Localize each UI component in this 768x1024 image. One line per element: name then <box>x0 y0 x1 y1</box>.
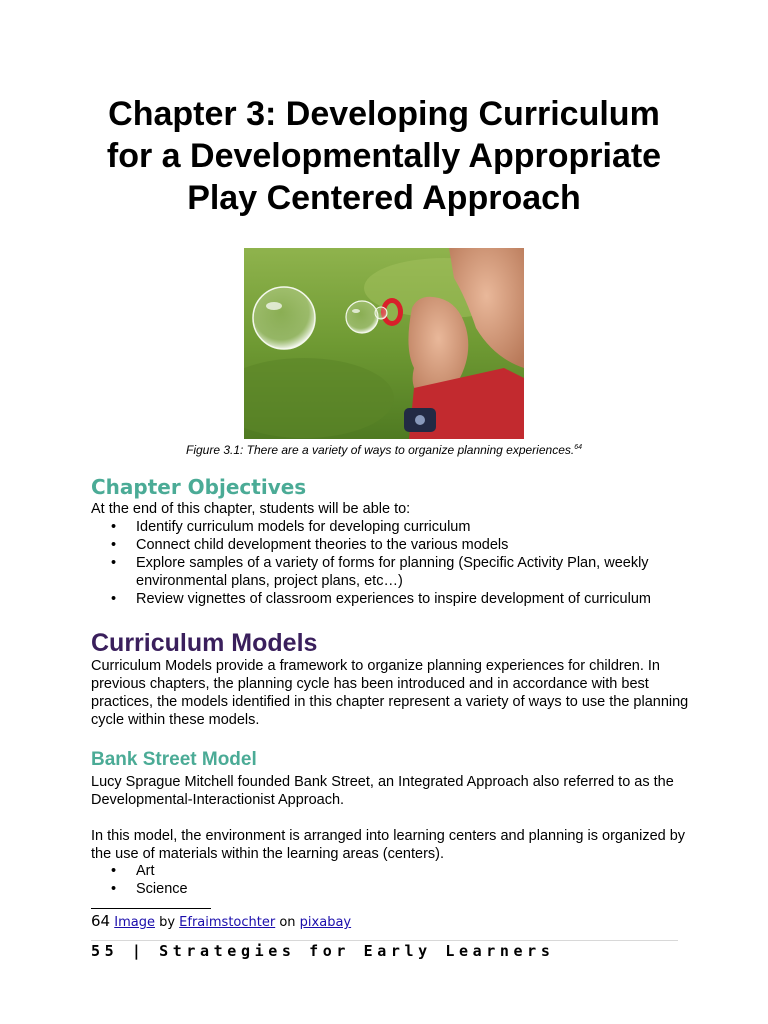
bullet-icon: • <box>111 519 117 535</box>
bullet-icon: • <box>111 881 117 897</box>
footnote-on-text: on <box>275 915 300 930</box>
bullet-icon: • <box>111 863 117 879</box>
footnote-link-pixabay[interactable]: pixabay <box>299 915 352 930</box>
title-line-2: for a Developmentally Appropriate <box>106 137 662 175</box>
list-item <box>91 590 691 608</box>
list-item <box>91 518 691 536</box>
footnote-divider <box>91 908 211 909</box>
list-item-text: Science <box>136 881 188 897</box>
bullet-icon: • <box>111 591 117 607</box>
figure-footnote-ref: 64 <box>574 444 582 451</box>
list-item <box>91 880 691 898</box>
objectives-heading: Chapter Objectives <box>91 475 307 499</box>
footer-divider <box>91 940 678 941</box>
list-item-text: Identify curriculum models for developing curriculum <box>136 519 471 535</box>
list-item <box>91 554 691 590</box>
bank-street-paragraph-1: Lucy Sprague Mitchell founded Bank Street, an Integrated Approach also referred to as the Developmental-Interactionist Approach. <box>91 774 674 808</box>
footnote-number: 64 <box>91 912 111 930</box>
list-item-text: Explore samples of a variety of forms for planning (Specific Activity Plan, weekly environmental plans, project plans, etc…) <box>136 555 649 589</box>
title-line-1: Chapter 3: Developing Curriculum <box>108 95 660 133</box>
learning-centers-list <box>91 862 691 898</box>
list-item-text: Review vignettes of classroom experiences to inspire development of curriculum <box>136 591 651 607</box>
list-item <box>91 536 691 554</box>
footnote <box>91 912 351 932</box>
figure-caption <box>60 440 708 458</box>
curriculum-models-heading: Curriculum Models <box>91 629 318 657</box>
figure-caption-text: Figure 3.1: There are a variety of ways to organize planning experiences. <box>185 443 575 457</box>
page-footer: 55 | Strategies for Early Learners <box>91 942 555 960</box>
list-item-text: Connect child development theories to the various models <box>136 537 509 553</box>
footnote-by-text: by <box>154 915 180 930</box>
title-line-3: Play Centered Approach <box>187 179 581 217</box>
bullet-icon: • <box>111 537 117 553</box>
objectives-intro: At the end of this chapter, students will be able to: <box>91 501 411 517</box>
list-item <box>91 862 691 880</box>
page-title <box>60 93 708 219</box>
footnote-link-author[interactable]: Efraimstochter <box>179 915 276 930</box>
list-item-text: Art <box>136 863 155 879</box>
footnote-link-image[interactable]: Image <box>114 915 155 930</box>
figure-image-bubbles <box>244 248 524 439</box>
curriculum-models-paragraph: Curriculum Models provide a framework to organize planning experiences for children. In previous chapters, the planning cycle has been introduced and in accordance with best practices, the models identified in this chapter represent a variety of ways to use the planning cycle within these models. <box>91 658 689 728</box>
objectives-list <box>91 518 691 608</box>
bank-street-paragraph-2: In this model, the environment is arranged into learning centers and planning is organized by the use of materials within the learning areas (centers). <box>91 828 686 862</box>
bullet-icon: • <box>111 555 117 571</box>
bank-street-heading: Bank Street Model <box>91 749 257 770</box>
